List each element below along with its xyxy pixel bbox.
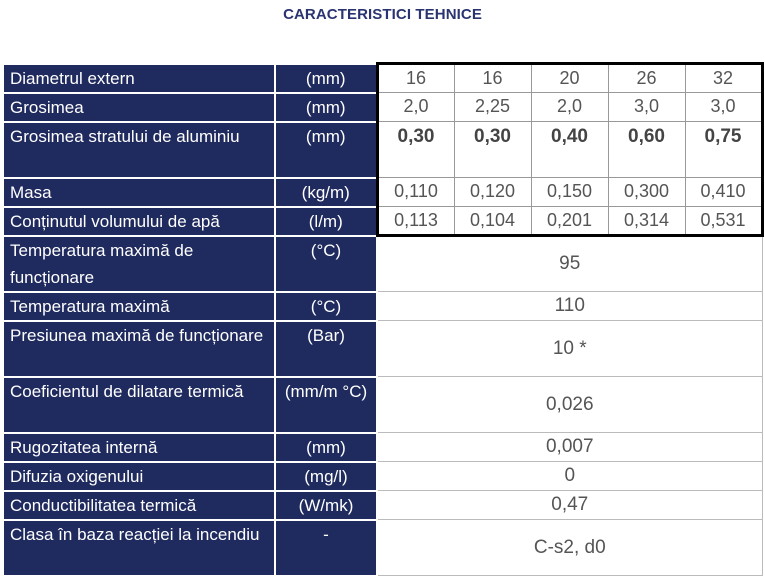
row-label: Coeficientul de dilatare termică (3, 377, 275, 433)
table-cell: 0,410 (685, 178, 762, 207)
row-label: Presiunea maximă de funcționare (3, 321, 275, 377)
row-label: Diametrul extern (3, 64, 275, 93)
row-unit: (mm) (275, 64, 377, 93)
table-cell: 0,30 (377, 122, 454, 178)
row-label: Conductibilitatea termică (3, 491, 275, 520)
table-cell: 0,314 (608, 207, 685, 236)
table-row (3, 491, 762, 520)
row-unit: (mm/m °C) (275, 377, 377, 433)
table-cell: 0,75 (685, 122, 762, 178)
row-label: Masa (3, 178, 275, 207)
table-cell: 110 (377, 292, 762, 321)
row-label: Temperatura maximă (3, 292, 275, 321)
table-cell: 0,531 (685, 207, 762, 236)
row-unit: (mm) (275, 433, 377, 462)
row-label: Clasa în baza reacției la incendiu (3, 520, 275, 576)
table-cell: 10 * (377, 321, 762, 377)
row-unit: (Bar) (275, 321, 377, 377)
table-cell: 0,60 (608, 122, 685, 178)
row-unit: (kg/m) (275, 178, 377, 207)
row-label: Grosimea (3, 93, 275, 122)
table-cell: 0,47 (377, 491, 762, 520)
row-unit: (°C) (275, 292, 377, 321)
table-cell: 2,25 (454, 93, 531, 122)
specifications-table (2, 62, 764, 577)
table-cell: 16 (454, 64, 531, 93)
row-unit: (°C) (275, 236, 377, 292)
table-cell: 0,110 (377, 178, 454, 207)
table-cell: 0,30 (454, 122, 531, 178)
table-cell: 3,0 (608, 93, 685, 122)
table-cell: 0,007 (377, 433, 762, 462)
table-cell: 0,150 (531, 178, 608, 207)
table-row (3, 122, 762, 178)
row-label: Rugozitatea internă (3, 433, 275, 462)
table-cell: 0,300 (608, 178, 685, 207)
table-cell: 20 (531, 64, 608, 93)
row-label: Temperatura maximă de funcționare (3, 236, 275, 292)
table-row (3, 236, 762, 292)
row-unit: (mm) (275, 93, 377, 122)
table-cell: 0,104 (454, 207, 531, 236)
row-unit: (mg/l) (275, 462, 377, 491)
table-row (3, 462, 762, 491)
row-unit: - (275, 520, 377, 576)
table-cell: 0,40 (531, 122, 608, 178)
row-unit: (W/mk) (275, 491, 377, 520)
table-cell: 32 (685, 64, 762, 93)
table-cell: 0,120 (454, 178, 531, 207)
table-row (3, 178, 762, 207)
row-unit: (mm) (275, 122, 377, 178)
table-row (3, 321, 762, 377)
table-row (3, 433, 762, 462)
page-title: CARACTERISTICI TEHNICE (283, 6, 482, 23)
table-cell: 0 (377, 462, 762, 491)
table-row (3, 93, 762, 122)
table-row (3, 520, 762, 576)
row-label: Conținutul volumului de apă (3, 207, 275, 236)
table-cell: C-s2, d0 (377, 520, 762, 576)
table-cell: 0,026 (377, 377, 762, 433)
table-row (3, 207, 762, 236)
table-cell: 3,0 (685, 93, 762, 122)
table-cell: 2,0 (531, 93, 608, 122)
table-cell: 0,201 (531, 207, 608, 236)
table-cell: 0,113 (377, 207, 454, 236)
table-row (3, 64, 762, 93)
table-cell: 16 (377, 64, 454, 93)
table-cell: 2,0 (377, 93, 454, 122)
table-row (3, 377, 762, 433)
table-cell: 95 (377, 236, 762, 292)
row-label: Difuzia oxigenului (3, 462, 275, 491)
table-row (3, 292, 762, 321)
table-cell: 26 (608, 64, 685, 93)
row-unit: (l/m) (275, 207, 377, 236)
row-label: Grosimea stratului de aluminiu (3, 122, 275, 178)
